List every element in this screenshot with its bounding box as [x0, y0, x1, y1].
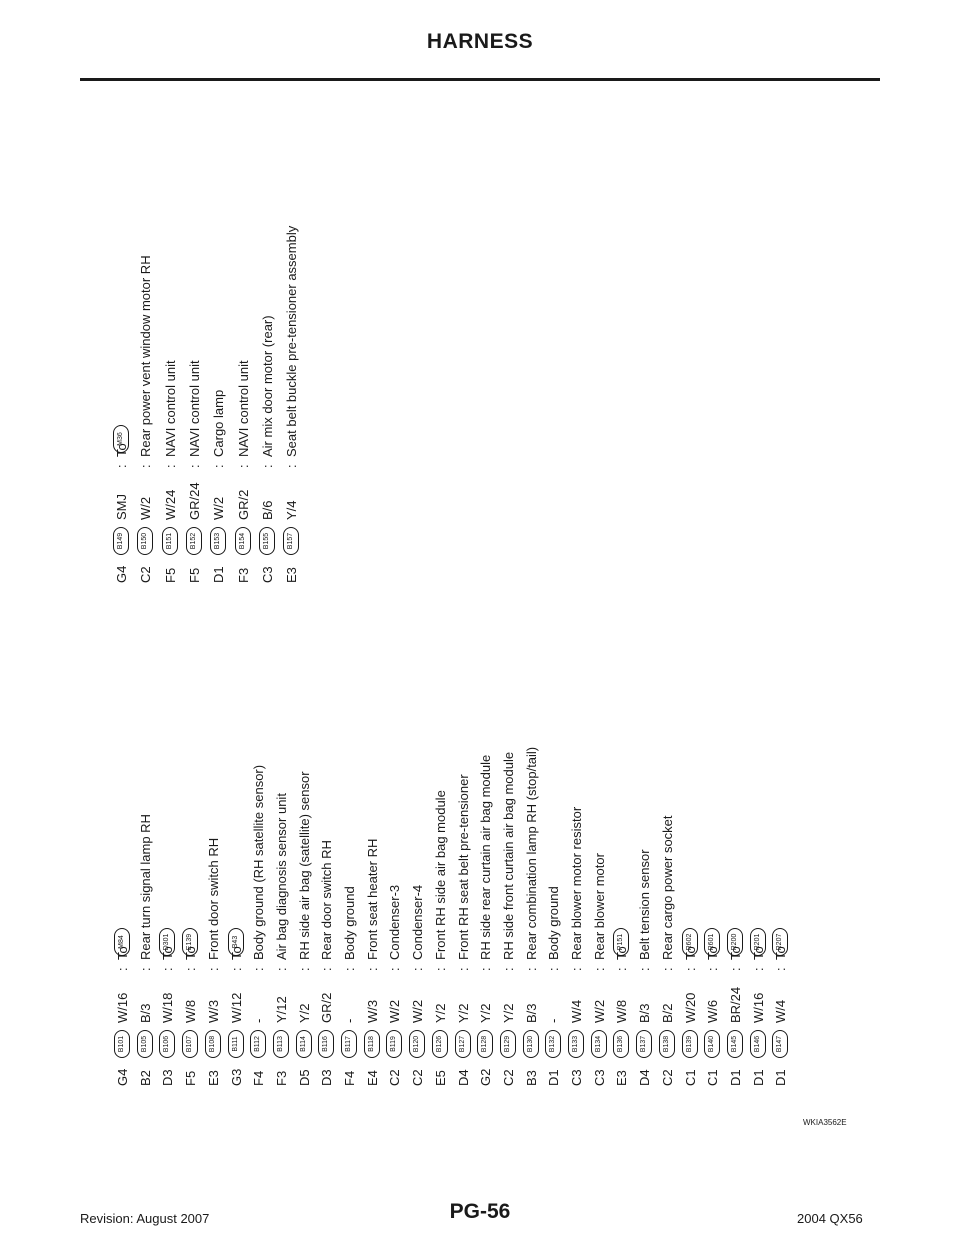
grid-position: F3 — [273, 1070, 289, 1086]
separator: : — [705, 967, 721, 971]
connector-row — [682, 106, 700, 1086]
connector-row — [568, 106, 586, 1086]
connector-row — [386, 106, 404, 1086]
connector-number: B139 — [682, 1030, 698, 1058]
connector-row — [283, 0, 301, 583]
description-text: To — [114, 443, 129, 457]
connector-number: B138 — [659, 1030, 675, 1058]
reference-connector-badge: R200 — [727, 928, 743, 956]
connector-row — [210, 0, 228, 583]
grid-position: D3 — [319, 1069, 335, 1086]
connector-number: B119 — [386, 1030, 402, 1058]
description-text: Front RH seat belt pre-tensioner — [455, 774, 471, 960]
grid-position: F5 — [183, 1070, 199, 1086]
connector-number: B127 — [455, 1030, 471, 1058]
grid-position: C2 — [659, 1069, 675, 1086]
separator: : — [750, 967, 766, 971]
connector-number: B137 — [636, 1030, 652, 1058]
description-text: RH side rear curtain air bag module — [478, 754, 494, 960]
reference-connector-badge: R601 — [704, 928, 720, 956]
grid-position: E3 — [614, 1070, 630, 1086]
separator: : — [296, 967, 312, 971]
grid-position: D4 — [637, 1069, 653, 1086]
wire-spec: B/3 — [637, 1003, 653, 1023]
wire-spec: Y/12 — [273, 996, 289, 1023]
description-text: Front RH side air bag module — [432, 790, 448, 960]
grid-position: C3 — [591, 1069, 607, 1086]
connector-number: B155 — [259, 527, 275, 555]
description-text: Condenser-4 — [410, 884, 426, 960]
wire-spec: W/2 — [387, 999, 403, 1023]
grid-position: D1 — [773, 1069, 789, 1086]
connector-number: B133 — [568, 1030, 584, 1058]
grid-position: C3 — [569, 1069, 584, 1086]
wire-spec: W/2 — [138, 496, 154, 520]
wire-spec: W/8 — [183, 999, 199, 1023]
wire-spec: SMJ — [114, 494, 129, 520]
connector-row — [113, 0, 131, 583]
reference-connector-badge: P151 — [613, 928, 629, 956]
wire-spec: GR/2 — [235, 489, 251, 520]
wire-spec: W/18 — [160, 992, 176, 1023]
description-text: To — [160, 946, 176, 960]
wire-spec: GR/24 — [186, 482, 202, 520]
connector-row — [545, 106, 563, 1086]
description-text: Seat belt buckle pre-tensioner assembly — [284, 225, 300, 457]
description-text: NAVI control unit — [186, 360, 202, 457]
separator: : — [500, 967, 516, 971]
description-text: To — [750, 946, 766, 960]
connector-row — [659, 106, 677, 1086]
wire-spec: - — [251, 1018, 267, 1023]
reference-connector-badge: R602 — [682, 928, 698, 956]
wire-spec: - — [342, 1018, 357, 1023]
grid-position: B2 — [137, 1070, 153, 1086]
connector-number: B151 — [162, 527, 178, 555]
grid-position: G4 — [114, 565, 129, 583]
separator: : — [162, 464, 178, 468]
separator: : — [284, 464, 300, 468]
connector-number: B145 — [727, 1030, 743, 1058]
separator: : — [183, 967, 199, 971]
grid-position: D1 — [750, 1069, 766, 1086]
connector-row — [409, 106, 427, 1086]
separator: : — [410, 967, 426, 971]
description-text: Air mix door motor (rear) — [259, 315, 275, 457]
wire-spec: Y/2 — [500, 1003, 516, 1023]
grid-position: E5 — [432, 1070, 448, 1086]
connector-row — [500, 106, 518, 1086]
separator: : — [273, 967, 289, 971]
grid-position: G2 — [478, 1068, 494, 1086]
wire-spec: W/4 — [773, 999, 789, 1023]
connector-number: B136 — [613, 1030, 629, 1058]
connector-row — [772, 106, 790, 1086]
page-number: PG-56 — [449, 1200, 511, 1223]
grid-position: G3 — [228, 1068, 244, 1086]
separator: : — [637, 967, 653, 971]
description-text: Rear power vent window motor RH — [138, 255, 154, 457]
connector-row — [727, 106, 745, 1086]
connector-number: B157 — [283, 527, 299, 555]
description-text: Rear cargo power socket — [659, 815, 675, 960]
grid-position: C2 — [500, 1069, 516, 1086]
separator: : — [773, 967, 789, 971]
separator: : — [160, 967, 176, 971]
grid-position: C2 — [138, 566, 154, 583]
reference-connector-badge: D301 — [159, 928, 175, 956]
connector-number: B105 — [137, 1030, 153, 1058]
page-title: HARNESS — [426, 30, 534, 53]
connector-number: B111 — [228, 1030, 244, 1058]
separator: : — [115, 967, 130, 971]
wire-spec: W/16 — [750, 992, 766, 1023]
separator: : — [569, 967, 584, 971]
wire-spec: B/3 — [523, 1003, 539, 1023]
separator: : — [138, 464, 154, 468]
wire-spec: W/12 — [228, 992, 244, 1023]
grid-position: F5 — [186, 567, 202, 583]
connector-number: B117 — [341, 1030, 357, 1058]
connector-number: B147 — [772, 1030, 788, 1058]
grid-position: G4 — [115, 1068, 130, 1086]
description-text: Rear combination lamp RH (stop/tail) — [523, 746, 539, 960]
connector-number: B140 — [704, 1030, 720, 1058]
description-text: Rear door switch RH — [319, 840, 335, 960]
separator: : — [614, 967, 630, 971]
connector-row — [235, 0, 253, 583]
connector-number: B154 — [235, 527, 251, 555]
connector-number: B150 — [137, 527, 153, 555]
wire-spec: W/4 — [569, 999, 584, 1023]
connector-row — [318, 106, 336, 1086]
reference-connector-badge: M36 — [113, 425, 129, 453]
grid-position: D4 — [455, 1069, 471, 1086]
connector-number: B149 — [113, 527, 129, 555]
connector-number: B132 — [545, 1030, 561, 1058]
description-text: To — [115, 946, 130, 960]
connector-row — [259, 0, 277, 583]
description-text: Rear turn signal lamp RH — [137, 814, 153, 960]
wire-spec: Y/2 — [296, 1003, 312, 1023]
reference-connector-badge: B43 — [228, 928, 244, 956]
wire-spec: W/6 — [705, 999, 721, 1023]
separator: : — [137, 967, 153, 971]
grid-position: D5 — [296, 1069, 312, 1086]
separator: : — [591, 967, 607, 971]
connector-row — [162, 0, 180, 583]
connector-number: B128 — [477, 1030, 493, 1058]
revision-text: Revision: August 2007 — [80, 1211, 210, 1226]
image-code: WKIA3562E — [803, 1118, 847, 1127]
grid-position: E4 — [364, 1070, 380, 1086]
connector-number: B114 — [296, 1030, 312, 1058]
connector-row — [591, 106, 609, 1086]
connector-row — [613, 106, 631, 1086]
grid-position: F3 — [235, 567, 251, 583]
connector-row — [523, 106, 541, 1086]
grid-position: C1 — [705, 1069, 721, 1086]
separator: : — [546, 967, 562, 971]
description-text: Cargo lamp — [211, 389, 227, 457]
description-text: NAVI control unit — [162, 360, 178, 457]
connector-number: B108 — [205, 1030, 221, 1058]
reference-connector-badge: E139 — [182, 928, 198, 956]
separator: : — [251, 967, 267, 971]
connector-number: B126 — [432, 1030, 448, 1058]
wire-spec: W/8 — [614, 999, 630, 1023]
grid-position: D1 — [546, 1069, 562, 1086]
grid-position: C2 — [410, 1069, 426, 1086]
description-text: To — [773, 946, 789, 960]
separator: : — [186, 464, 202, 468]
description-text: RH side air bag (satellite) sensor — [296, 771, 312, 960]
wire-spec: W/2 — [591, 999, 607, 1023]
separator: : — [364, 967, 380, 971]
connector-number: B130 — [523, 1030, 539, 1058]
description-text: To — [228, 946, 244, 960]
connector-row — [432, 106, 450, 1086]
grid-position: C2 — [387, 1069, 403, 1086]
separator: : — [455, 967, 471, 971]
separator: : — [235, 464, 251, 468]
wire-spec: W/16 — [115, 992, 130, 1023]
description-text: Body ground — [342, 886, 357, 960]
connector-row — [137, 0, 155, 583]
description-text: NAVI control unit — [235, 360, 251, 457]
separator: : — [205, 967, 221, 971]
connector-number: B101 — [114, 1030, 130, 1058]
connector-number: B106 — [159, 1030, 175, 1058]
wire-spec: GR/2 — [319, 992, 335, 1023]
separator: : — [228, 967, 244, 971]
model-text: 2004 QX56 — [797, 1211, 863, 1226]
connector-row — [186, 0, 204, 583]
wire-spec: W/3 — [364, 999, 380, 1023]
separator: : — [259, 464, 275, 468]
wire-spec: Y/2 — [455, 1003, 471, 1023]
wire-spec: Y/2 — [478, 1003, 494, 1023]
grid-position: E3 — [205, 1070, 221, 1086]
wire-spec: B/2 — [659, 1003, 675, 1023]
description-text: To — [614, 946, 630, 960]
grid-position: B3 — [523, 1070, 539, 1086]
connector-number: B120 — [409, 1030, 425, 1058]
connector-row — [341, 106, 359, 1086]
description-text: Rear blower motor resistor — [569, 806, 584, 960]
description-text: Air bag diagnosis sensor unit — [273, 793, 289, 960]
separator: : — [432, 967, 448, 971]
wire-spec: W/2 — [211, 496, 227, 520]
connector-number: B118 — [364, 1030, 380, 1058]
connector-number: B153 — [210, 527, 226, 555]
separator: : — [523, 967, 539, 971]
connector-number: B113 — [273, 1030, 289, 1058]
connector-number: B112 — [250, 1030, 266, 1058]
description-text: Front seat heater RH — [364, 838, 380, 960]
description-text: To — [705, 946, 721, 960]
grid-position: D1 — [727, 1069, 743, 1086]
wire-spec: W/24 — [162, 489, 178, 520]
connector-row — [636, 106, 654, 1086]
connector-number: B134 — [591, 1030, 607, 1058]
description-text: To — [727, 946, 743, 960]
grid-position: F4 — [251, 1070, 267, 1086]
description-text: Belt tension sensor — [637, 849, 653, 960]
connector-row — [455, 106, 473, 1086]
description-text: Rear blower motor — [591, 853, 607, 960]
description-text: Condenser-3 — [387, 884, 403, 960]
reference-connector-badge: R207 — [772, 928, 788, 956]
wire-spec: - — [546, 1018, 562, 1023]
grid-position: F4 — [342, 1070, 357, 1086]
wire-spec: Y/2 — [432, 1003, 448, 1023]
wire-spec: W/2 — [410, 999, 426, 1023]
connector-row — [704, 106, 722, 1086]
wire-spec: W/20 — [682, 992, 698, 1023]
connector-number: B116 — [318, 1030, 334, 1058]
reference-connector-badge: R201 — [750, 928, 766, 956]
grid-position: D1 — [211, 566, 227, 583]
description-text: RH side front curtain air bag module — [500, 751, 516, 960]
separator: : — [211, 464, 227, 468]
connector-number: B107 — [182, 1030, 198, 1058]
connector-row — [477, 106, 495, 1086]
reference-connector-badge: M84 — [114, 928, 130, 956]
separator: : — [319, 967, 335, 971]
description-text: Front door switch RH — [205, 837, 221, 960]
connector-number: B152 — [186, 527, 202, 555]
separator: : — [114, 464, 129, 468]
description-text: Body ground — [546, 886, 562, 960]
connector-number: B129 — [500, 1030, 516, 1058]
grid-position: C1 — [682, 1069, 698, 1086]
description-text: To — [183, 946, 199, 960]
description-text: To — [682, 946, 698, 960]
connector-row — [750, 106, 768, 1086]
separator: : — [727, 967, 743, 971]
wire-spec: B/6 — [259, 500, 275, 520]
separator: : — [342, 967, 357, 971]
description-text: Body ground (RH satellite sensor) — [251, 764, 267, 960]
wire-spec: B/3 — [137, 1003, 153, 1023]
wire-spec: W/3 — [205, 999, 221, 1023]
wire-spec: BR/24 — [727, 986, 743, 1023]
wire-spec: Y/4 — [284, 500, 300, 520]
separator: : — [682, 967, 698, 971]
connector-number: B146 — [750, 1030, 766, 1058]
connector-row — [364, 106, 382, 1086]
separator: : — [478, 967, 494, 971]
grid-position: C3 — [259, 566, 275, 583]
grid-position: F5 — [162, 567, 178, 583]
grid-position: E3 — [284, 567, 300, 583]
separator: : — [387, 967, 403, 971]
grid-position: D3 — [160, 1069, 176, 1086]
separator: : — [659, 967, 675, 971]
